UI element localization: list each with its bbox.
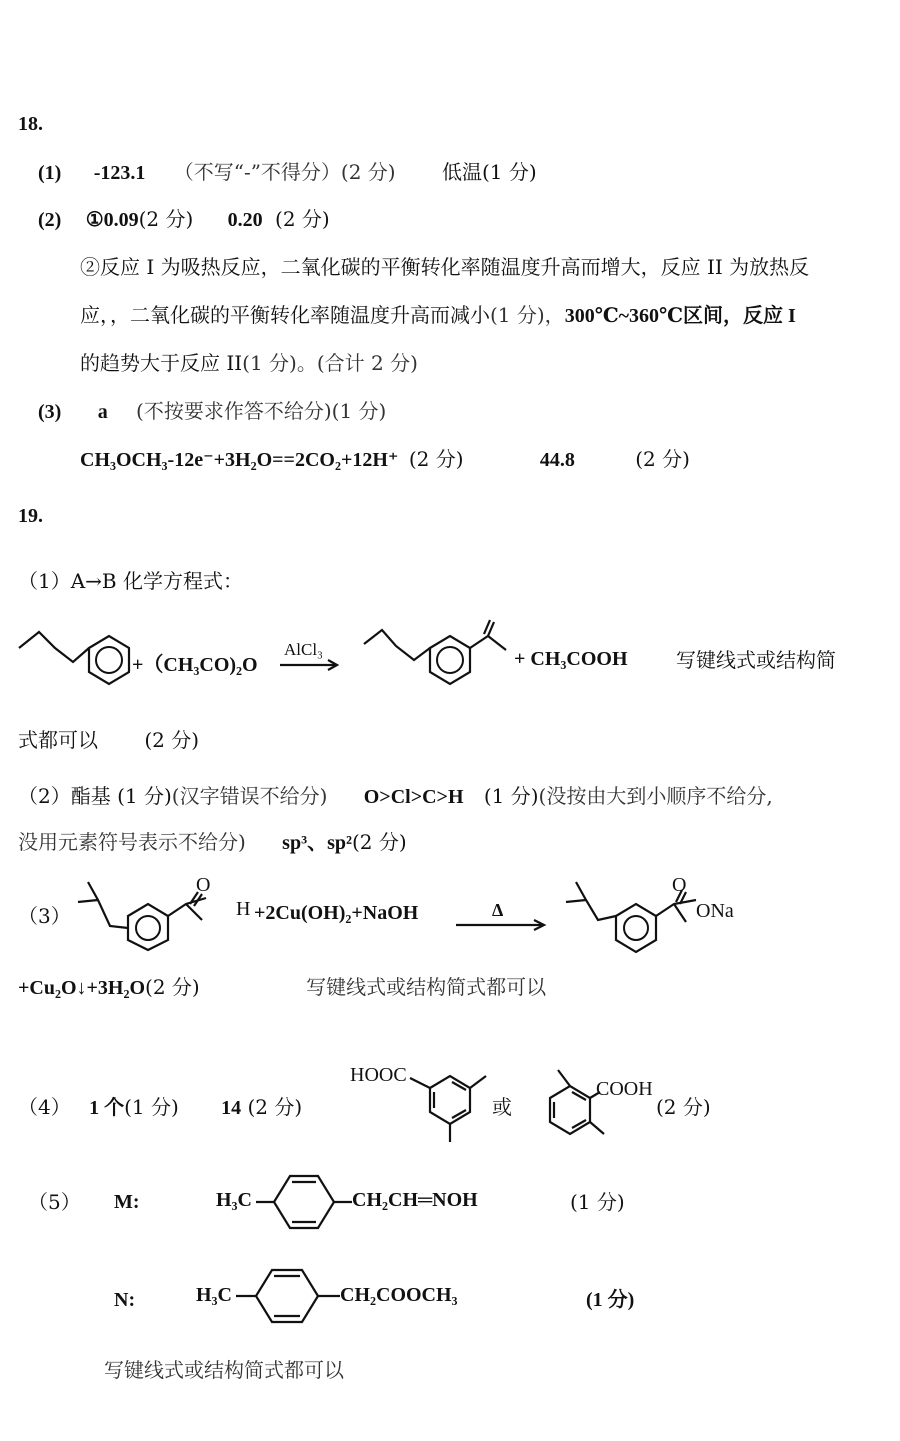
q19-p3-line2-eq: +Cu₂O↓+3H₂O	[18, 977, 146, 999]
q18-p3-value: 44.8	[539, 449, 575, 471]
q19-p1-label: （1）A→B 化学方程式：	[18, 569, 243, 593]
q19-p4-a1-score: (1 分)	[124, 1095, 179, 1119]
q18-p2-line2b: (1 分)，	[490, 303, 565, 327]
q18-p2-line2	[80, 301, 796, 330]
q19-p1-product-tail: + CH₃COOH	[514, 648, 628, 670]
q19-p4-group1: HOOC	[350, 1064, 407, 1086]
q19-p5-n-score: (1 分)	[586, 1289, 635, 1311]
q19-p3-reagents: +2Cu(OH)₂+NaOH	[254, 902, 419, 924]
q18-p3-note: (不按要求作答不给分)(1 分)	[136, 399, 387, 423]
q19-p3-product-group: ONa	[696, 900, 734, 922]
q19-p5-m-score: (1 分)	[570, 1190, 625, 1214]
q19-p2-line2	[18, 828, 407, 857]
q19-p4-group2: COOH	[596, 1078, 653, 1100]
q19-p1-reagent: +（CH₃CO)₂O	[132, 654, 258, 676]
q18-p2-line1: ②反应 I 为吸热反应，二氧化碳的平衡转化率随温度升高而增大，反应 II 为放热反	[80, 255, 810, 279]
q19-p2-line1a: （2）酯基	[18, 784, 111, 808]
aldehyde-structure	[68, 880, 258, 962]
q19-p2-line2a: 没用元素符号表示不给分)	[18, 830, 246, 854]
q19-p1-score: (2 分)	[144, 728, 200, 752]
q19-p4-a1: 1 个	[89, 1097, 125, 1119]
isobutylacetophenone-structure	[360, 620, 520, 700]
q19-p1-catalyst: AlCl₃	[284, 640, 323, 659]
q18-part2	[38, 205, 330, 234]
q19-p5-m-right: CH₂CH═NOH	[352, 1189, 478, 1211]
q18-p2-line3a: 的趋势大于反应 II	[80, 351, 243, 375]
q19-p1-note2: 式都可以	[18, 728, 98, 752]
q19-p4-a2: 14	[221, 1097, 242, 1119]
q19-p2-line1d: O>Cl>C>H	[363, 786, 464, 808]
q19-p2-line1b: (1 分)	[117, 784, 172, 808]
q18-p2-s1: (2 分)	[138, 207, 194, 231]
q19-p3-line2-score: (2 分)	[145, 975, 200, 999]
q19-p4-score: (2 分)	[656, 1095, 711, 1119]
q19-p4-line	[18, 1093, 302, 1122]
q18-p2-s2: (2 分)	[275, 207, 330, 231]
q18-p3-eq-score: (2 分)	[408, 447, 464, 471]
q18-p1-answer2: 低温(1 分)	[441, 160, 537, 184]
q19-p3-line2	[18, 973, 546, 1002]
q18-p3-equation-line	[80, 445, 690, 474]
q19-p1-note-line	[18, 726, 199, 754]
q18-p3-value-score: (2 分)	[635, 447, 690, 471]
q19-p2-line1e: (1 分)	[483, 784, 539, 808]
q18-p1-label: (1)	[38, 162, 62, 184]
q18-p3-eq: CH₃OCH₃-12e⁻+3H₂O==2CO₂+12H⁺	[80, 449, 399, 471]
q19-p2-line2b: sp³、sp²	[282, 832, 352, 854]
m-benzene-ring	[256, 1170, 352, 1234]
q19-p5-note: 写键线式或结构简式都可以	[104, 1358, 344, 1382]
heat-arrow-icon	[456, 918, 548, 932]
q18-p2-label: (2)	[38, 209, 62, 231]
q18-p2-line3	[80, 349, 418, 377]
q19-p5-n-right: CH₂COOCH₃	[340, 1284, 458, 1306]
q18-p2-line2c: 300℃~360℃区间，反应 I	[564, 305, 796, 327]
q19-p5-n-label: N:	[114, 1289, 136, 1311]
q18-p2-line3b: (1 分)。(合计 2 分)	[242, 351, 418, 375]
q18-p3-label: (3)	[38, 401, 62, 423]
q18-p1-note: （不写“-”不得分）(2 分)	[173, 160, 396, 184]
q19-p4-a2-score: (2 分)	[247, 1095, 303, 1119]
q19-p3-condition: Δ	[492, 900, 504, 920]
q19-p3-label: （3）	[18, 904, 71, 928]
dimethylbenzoic-acid-alt-structure	[524, 1062, 624, 1152]
q18-p1-value: -123.1	[93, 162, 146, 184]
q19-p5-label: （5）	[28, 1190, 81, 1214]
q19-p1-note1: 写键线式或结构简	[676, 648, 836, 672]
q19-p3-aldehyde-h: H	[236, 898, 251, 920]
q19-number: 19.	[18, 505, 43, 527]
dimethylbenzoic-acid-structure	[400, 1058, 500, 1148]
q18-p3-answer: a	[97, 401, 108, 423]
q19-p4-label: （4）	[18, 1095, 71, 1119]
q19-p3-note: 写键线式或结构简式都可以	[306, 975, 547, 999]
sodium-carboxylate-structure	[556, 880, 716, 962]
q19-p5-m-label: M:	[114, 1191, 140, 1213]
q19-p3-carbonyl-o: O	[196, 874, 211, 896]
q19-p4-or: 或	[492, 1095, 512, 1119]
q18-part1	[38, 158, 537, 187]
q18-number: 18.	[18, 113, 43, 135]
q18-part3	[38, 397, 386, 426]
isobutylbenzene-structure	[15, 622, 135, 697]
q19-p2-line2c: (2 分)	[351, 830, 407, 854]
q19-p2-line1c: (汉字错误不给分)	[171, 784, 328, 808]
q19-p5-n-left: H₃C	[196, 1284, 232, 1306]
q19-p3-product-o: O	[672, 874, 687, 896]
arrow-icon	[280, 658, 342, 672]
q19-p5-m-left: H₃C	[216, 1189, 252, 1211]
q18-p2-line2a: 应，，二氧化碳的平衡转化率随温度升高而减小	[80, 303, 490, 327]
q19-p2-line1	[18, 782, 773, 811]
q18-p2-v1: ①0.09	[85, 209, 139, 231]
q18-p2-v2: 0.20	[227, 209, 263, 231]
n-benzene-ring	[236, 1264, 340, 1328]
q19-p2-line1f: (没按由大到小顺序不给分,	[538, 784, 773, 808]
